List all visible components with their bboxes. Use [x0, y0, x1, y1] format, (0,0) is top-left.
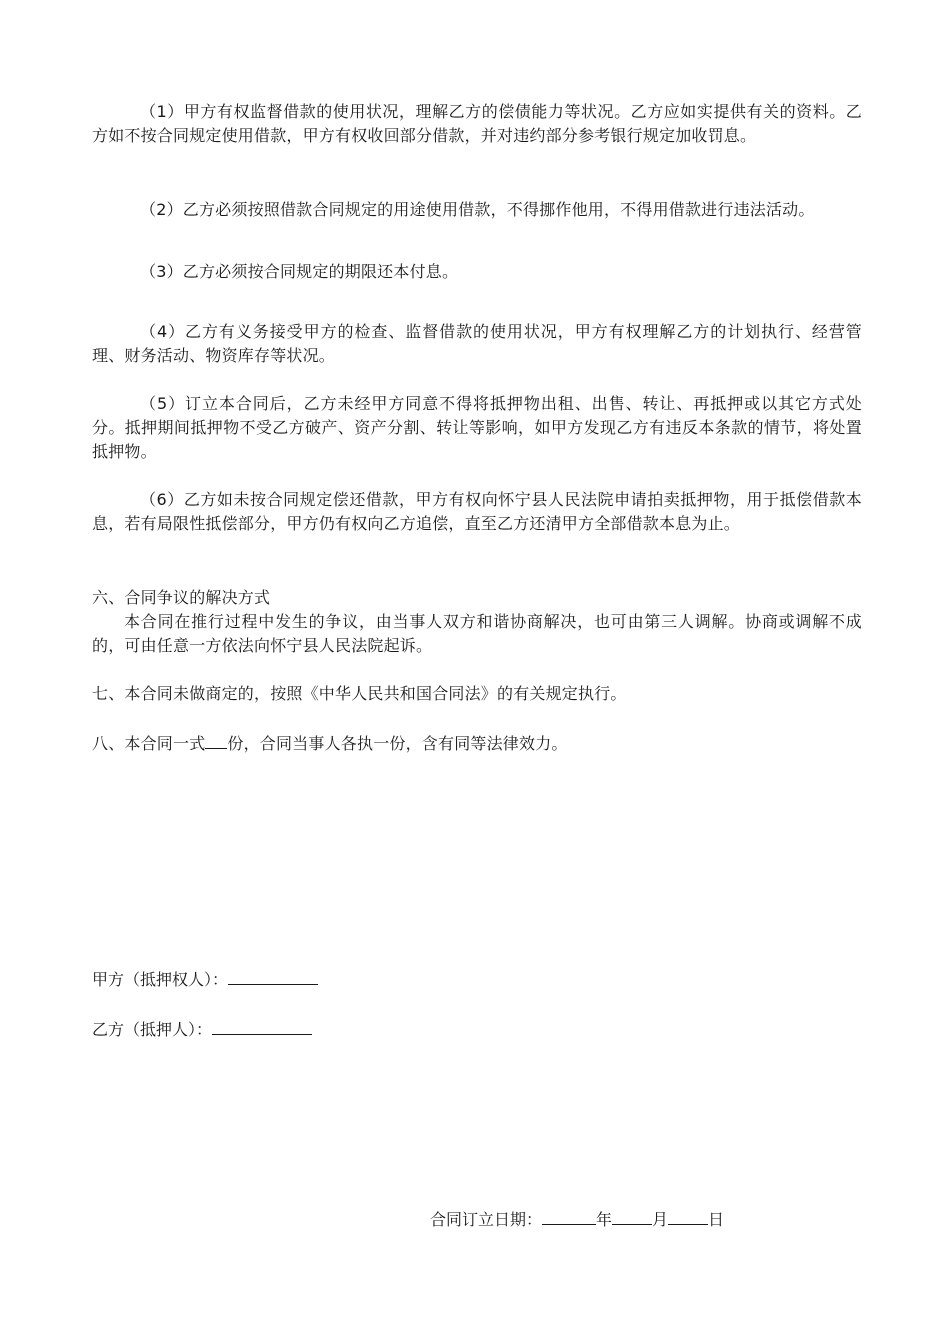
contract-date — [430, 1206, 724, 1232]
party-a-label: 甲方（抵押权人）： — [92, 970, 229, 989]
party-b-label: 乙方（抵押人）： — [92, 1020, 213, 1039]
year-blank — [542, 1206, 596, 1225]
clause-1: （1）甲方有权监督借款的使用状况，理解乙方的偿债能力等状况。乙方应如实提供有关的资料。乙方如不按合同规定使用借款，甲方有权收回部分借款，并对违约部分参考银行规定加收罚息。 — [92, 102, 862, 145]
copies-blank — [205, 730, 227, 749]
party-a-blank — [228, 966, 318, 985]
section-6-body: 本合同在推行过程中发生的争议，由当事人双方和谐协商解决，也可由第三人调解。协商或调解不成的，可由任意一方依法向怀宁县人民法院起诉。 — [92, 612, 862, 655]
day-label: 日 — [708, 1210, 725, 1229]
month-blank — [612, 1206, 652, 1225]
day-blank — [668, 1206, 708, 1225]
party-b-signature — [92, 1016, 312, 1042]
party-b-blank — [212, 1016, 312, 1035]
clause-5: （5）订立本合同后，乙方未经甲方同意不得将抵押物出租、出售、转让、再抵押或以其它方式处分。抵押期间抵押物不受乙方破产、资产分割、转让等影响，如甲方发现乙方有违反本条款的情节，将处置抵押物。 — [92, 394, 862, 461]
year-label: 年 — [596, 1210, 613, 1229]
section-8-prefix: 八、本合同一式 — [92, 734, 206, 753]
section-7: 七、本合同未做商定的，按照《中华人民共和国合同法》的有关规定执行。 — [92, 684, 627, 703]
month-label: 月 — [652, 1210, 669, 1229]
party-a-signature — [92, 966, 318, 992]
section-6-heading: 六、合同争议的解决方式 — [92, 588, 271, 607]
date-label: 合同订立日期： — [430, 1210, 543, 1229]
clause-2: （2）乙方必须按照借款合同规定的用途使用借款，不得挪作他用，不得用借款进行违法活动。 — [140, 200, 815, 219]
clause-3: （3）乙方必须按合同规定的期限还本付息。 — [140, 262, 459, 281]
section-8 — [92, 730, 862, 756]
clause-4: （4）乙方有义务接受甲方的检查、监督借款的使用状况，甲方有权理解乙方的计划执行、经营管理、财务活动、物资库存等状况。 — [92, 322, 862, 365]
section-8-suffix: 份，合同当事人各执一份，含有同等法律效力。 — [227, 734, 568, 753]
clause-6: （6）乙方如未按合同规定偿还借款，甲方有权向怀宁县人民法院申请拍卖抵押物，用于抵偿借款本息，若有局限性抵偿部分，甲方仍有权向乙方追偿，直至乙方还清甲方全部借款本息为止。 — [92, 490, 862, 533]
